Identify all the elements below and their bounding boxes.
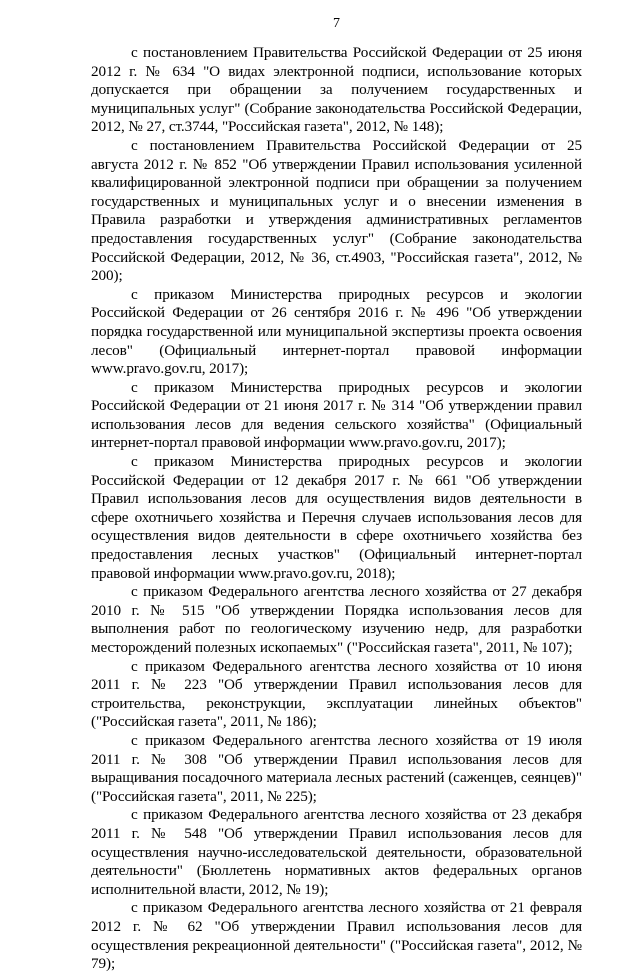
- paragraph: с приказом Министерства природных ресурсов и экологии Российской Федерации от 12 декабря 2017 г. № 661 "Об утверждении Правил использования лесов для осуществления видов деятельности в сфере охотничьего хозяйства и Перечня случаев использования лесов для осуществления видов деятельности в сфере охотничьего хозяйства без предоставления лесных участков" (Официальный интернет-портал правовой информации www.pravo.gov.ru, 2018);: [91, 453, 582, 582]
- paragraph: с приказом Министерства природных ресурсов и экологии Российской Федерации от 21 июня 2017 г. № 314 "Об утверждении правил использования лесов для ведения сельского хозяйства" (Официальный интернет-портал правовой информации www.pravo.gov.ru, 2017);: [91, 378, 582, 452]
- paragraph: с приказом Министерства природных ресурсов и экологии Российской Федерации от 26 сентября 2016 г. № 496 "Об утверждении порядка государственной или муниципальной экспертизы проекта освоения лесов" (Официальный интернет-портал правовой информации www.pravo.gov.ru, 2017);: [91, 285, 582, 378]
- paragraph: с приказом Федерального агентства лесного хозяйства от 21 февраля 2012 г. № 62 "Об утверждении Правил использования лесов для осуществления рекреационной деятельности" ("Российская газета", 2012, № 79);: [91, 899, 582, 973]
- page-number: 7: [333, 16, 340, 31]
- paragraph: с приказом Федерального агентства лесного хозяйства от 10 июня 2011 г. № 223 "Об утверждении Правил использования лесов для строительства, реконструкции, эксплуатации линейных объектов" ("Российская газета", 2011, № 186);: [91, 657, 582, 731]
- paragraph: с приказом Федерального агентства лесного хозяйства от 27 декабря 2010 г. № 515 "Об утверждении Порядка использования лесов для выполнения работ по геологическому изучению недр, для разработки месторождений полезных ископаемых" ("Российская газета", 2011, № 107);: [91, 583, 582, 656]
- paragraph: с постановлением Правительства Российской Федерации от 25 августа 2012 г. № 852 "Об утверждении Правил использования усиленной квалифицированной электронной подписи при обращении за получением государственных и муниципальных услуг и о внесении изменения в Правила разработки и утверждения административных регламентов предоставления государственных услуг" (Собрание законодательства Российской Федерации, 2012, № 36, ст.4903, "Российская газета", 2012, № 200);: [91, 136, 582, 285]
- paragraph: с постановлением Правительства Российской Федерации от 25 июня 2012 г. № 634 "О видах электронной подписи, использование которых допускается при обращении за получением государственных и муниципальных услуг" (Собрание законодательства Российской Федерации, 2012, № 27, ст.3744, "Российская газета", 2012, № 148);: [91, 44, 582, 136]
- paragraph: с приказом Федерального агентства лесного хозяйства от 19 июля 2011 г. № 308 "Об утверждении Правил использования лесов для выращивания посадочного материала лесных растений (саженцев, сеянцев)" ("Российская газета", 2011, № 225);: [91, 731, 582, 805]
- paragraph: с приказом Федерального агентства лесного хозяйства от 23 декабря 2011 г. № 548 "Об утверждении Правил использования лесов для осуществления научно-исследовательской деятельности, образовательной деятельности" (Бюллетень нормативных актов федеральных органов исполнительной власти, 2012, № 19);: [91, 806, 582, 898]
- document-body: [91, 44, 582, 974]
